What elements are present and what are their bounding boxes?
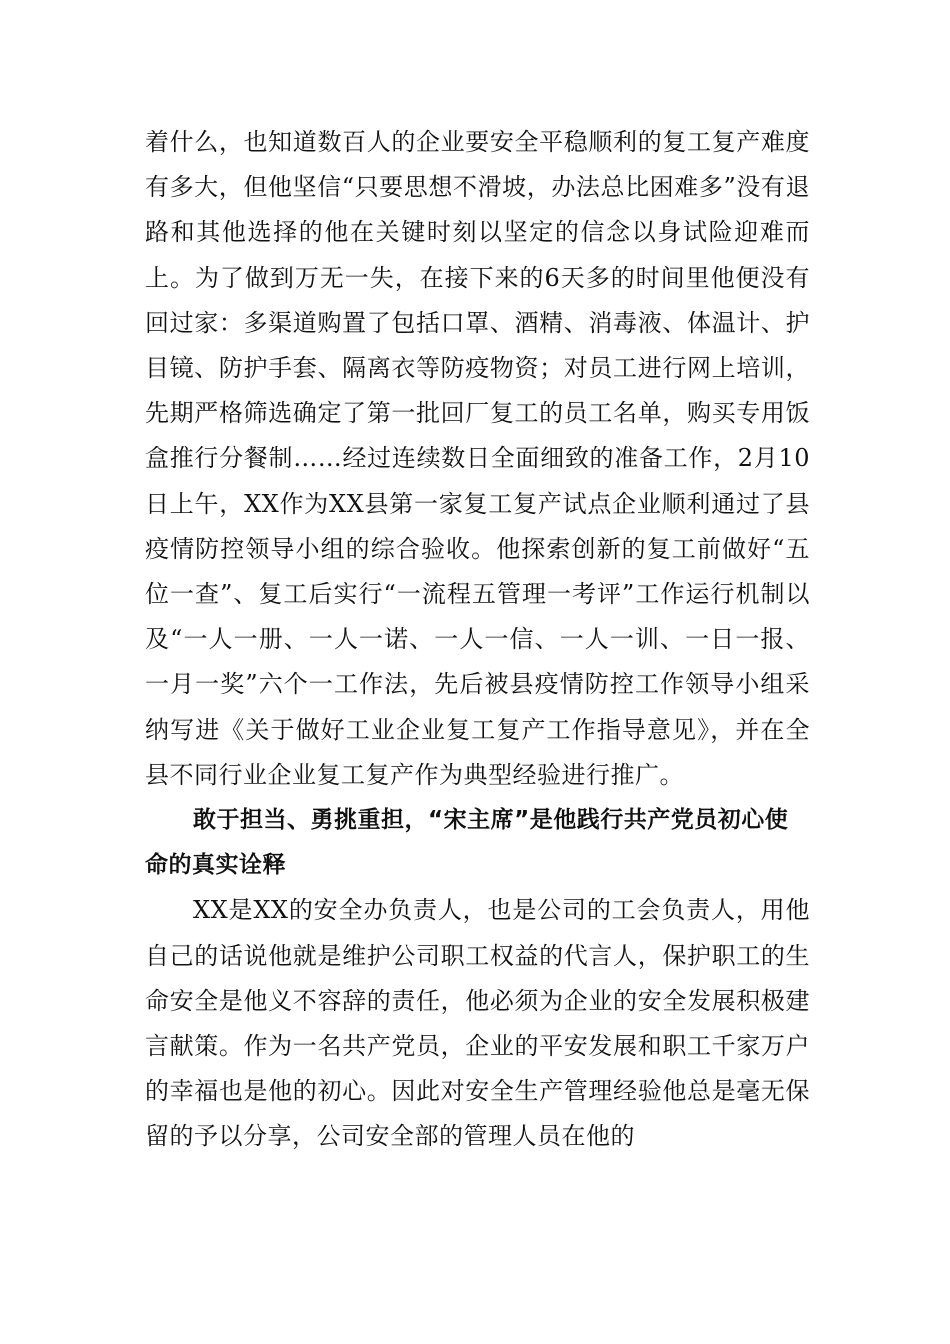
document-body: [145, 120, 810, 1160]
body-paragraph: XX是XX的安全办负责人，也是公司的工会负责人，用他自己的话说他就是维护公司职工权益的代言人，保护职工的生命安全是他义不容辞的责任，他必须为企业的安全发展积极建言献策。作为一名共产党员，企业的平安发展和职工千家万户的幸福也是他的初心。因此对安全生产管理经验他总是毫无保留的予以分享，公司安全部的管理人员在他的: [145, 896, 810, 1151]
body-paragraph-continued: 着什么，也知道数百人的企业要安全平稳顺利的复工复产难度有多大，但他坚信“只要思想不滑坡，办法总比困难多”没有退路和其他选择的他在关键时刻以坚定的信念以身试险迎难而上。为了做到万无一失，在接下来的6天多的时间里他便没有回过家：多渠道购置了包括口罩、酒精、消毒液、体温计、护目镜、防护手套、隔离衣等防疫物资；对员工进行网上培训，先期严格筛选确定了第一批回厂复工的员工名单，购买专用饭盒推行分餐制……经过连续数日全面细致的准备工作，2月10日上午，XX作为XX县第一家复工复产试点企业顺利通过了县疫情防控领导小组的综合验收。他探索创新的复工前做好“五位一查”、复工后实行“一流程五管理一考评”工作运行机制以及“一人一册、一人一诺、一人一信、一人一训、一日一报、一月一奖”六个一工作法，先后被县疫情防控工作领导小组采纳写进《关于做好工业企业复工复产工作指导意见》，并在全县不同行业企业复工复产作为典型经验进行推广。: [145, 128, 810, 789]
section-heading: 敢于担当、勇挑重担，“宋主席”是他践行共产党员初心使命的真实诠释: [145, 807, 789, 879]
